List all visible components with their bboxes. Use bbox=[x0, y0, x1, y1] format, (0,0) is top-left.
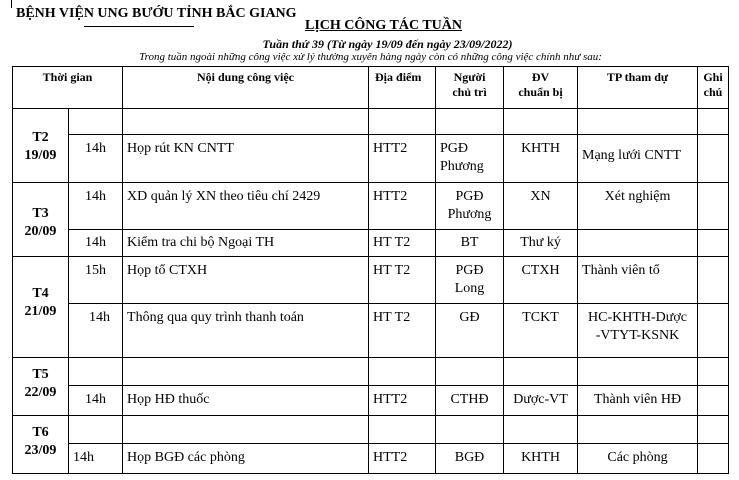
row-attendees: Thành viên HĐ bbox=[578, 386, 698, 416]
table-row-spacer bbox=[13, 109, 729, 135]
row-time: 14h bbox=[69, 444, 123, 474]
organization-name: BỆNH VIỆN UNG BƯỚU TỈNH BẮC GIANG bbox=[16, 6, 297, 21]
col-header-content: Nội dung công việc bbox=[123, 67, 369, 109]
table-row bbox=[13, 230, 729, 257]
row-host bbox=[436, 183, 504, 230]
row-prep: Dược-VT bbox=[504, 386, 578, 416]
day-cell-t3 bbox=[13, 183, 69, 257]
row-note bbox=[698, 257, 729, 304]
table-row bbox=[13, 257, 729, 304]
row-note bbox=[698, 183, 729, 230]
col-header-prep-line1: ĐV bbox=[531, 70, 550, 84]
col-header-host bbox=[436, 67, 504, 109]
table-row bbox=[13, 183, 729, 230]
intro-note-text: Trong tuần ngoài những công việc xử lý thường xuyên hàng ngày còn có những công việc chính như sau: bbox=[139, 51, 602, 63]
day-date: 21/09 bbox=[24, 304, 57, 319]
row-attendees: Các phòng bbox=[578, 444, 698, 474]
row-content: Họp BGĐ các phòng bbox=[123, 444, 369, 474]
row-note bbox=[698, 135, 729, 183]
row-attendees-line2: -VTYT-KSNK bbox=[595, 328, 680, 343]
row-note bbox=[698, 230, 729, 257]
row-content: XD quản lý XN theo tiêu chí 2429 bbox=[123, 183, 369, 230]
row-attendees bbox=[578, 304, 698, 358]
row-host bbox=[436, 135, 504, 183]
row-time: 14h bbox=[69, 183, 123, 230]
row-location: HTT2 bbox=[369, 386, 436, 416]
row-host-line1: PGĐ bbox=[440, 141, 469, 156]
col-header-note bbox=[698, 67, 729, 109]
col-header-location: Địa điểm bbox=[369, 67, 436, 109]
day-cell-t6 bbox=[13, 416, 69, 474]
table-row bbox=[13, 386, 729, 416]
row-prep: XN bbox=[504, 183, 578, 230]
row-attendees-line1: HC-KHTH-Dược bbox=[588, 310, 687, 325]
table-row bbox=[13, 135, 729, 183]
row-note bbox=[698, 444, 729, 474]
row-location: HT T2 bbox=[369, 230, 436, 257]
row-content: Kiểm tra chi bộ Ngoại TH bbox=[123, 230, 369, 257]
row-prep: CTXH bbox=[504, 257, 578, 304]
schedule-table bbox=[12, 66, 729, 474]
table-row-spacer bbox=[13, 358, 729, 386]
day-label: T5 bbox=[32, 367, 49, 382]
row-host-line2: Long bbox=[454, 281, 485, 296]
day-cell-t5 bbox=[13, 358, 69, 416]
row-location: HTT2 bbox=[369, 135, 436, 183]
row-attendees bbox=[578, 230, 698, 257]
day-date: 20/09 bbox=[24, 224, 57, 239]
day-date: 19/09 bbox=[24, 148, 57, 163]
col-header-prep bbox=[504, 67, 578, 109]
document-title-text: LỊCH CÔNG TÁC TUẦN bbox=[304, 18, 462, 33]
row-host: BGĐ bbox=[436, 444, 504, 474]
table-header-row bbox=[13, 67, 729, 109]
row-host-line2: Phương bbox=[440, 159, 484, 174]
row-prep: KHTH bbox=[504, 444, 578, 474]
row-host: GĐ bbox=[436, 304, 504, 358]
row-prep: Thư ký bbox=[504, 230, 578, 257]
col-header-note-line2: chú bbox=[703, 85, 723, 99]
row-time: 14h bbox=[69, 386, 123, 416]
row-prep: KHTH bbox=[504, 135, 578, 183]
day-label: T3 bbox=[32, 206, 49, 221]
day-date: 23/09 bbox=[24, 443, 57, 458]
row-prep: TCKT bbox=[504, 304, 578, 358]
row-time: 14h bbox=[69, 230, 123, 257]
day-label: T6 bbox=[32, 425, 49, 440]
row-location: HT T2 bbox=[369, 304, 436, 358]
row-host: BT bbox=[436, 230, 504, 257]
row-attendees: Xét nghiệm bbox=[578, 183, 698, 230]
row-note bbox=[698, 386, 729, 416]
col-header-host-line1: Người bbox=[453, 70, 486, 84]
row-location: HTT2 bbox=[369, 444, 436, 474]
day-cell-t4 bbox=[13, 257, 69, 358]
row-location: HTT2 bbox=[369, 183, 436, 230]
col-header-host-line2: chủ trì bbox=[452, 85, 487, 99]
week-range-text: Tuần thứ 39 (Từ ngày 19/09 đến ngày 23/09/2022) bbox=[262, 37, 513, 51]
row-content: Thông qua quy trình thanh toán bbox=[123, 304, 369, 358]
table-row bbox=[13, 304, 729, 358]
row-attendees: Thành viên tổ bbox=[578, 257, 698, 304]
document-title bbox=[0, 18, 739, 34]
row-attendees: Mạng lưới CNTT bbox=[578, 135, 698, 183]
day-cell-t2 bbox=[13, 109, 69, 183]
day-label: T4 bbox=[32, 286, 49, 301]
week-range bbox=[0, 37, 739, 52]
row-host-line1: PGĐ bbox=[455, 263, 484, 278]
table-row bbox=[13, 444, 729, 474]
row-host: CTHĐ bbox=[436, 386, 504, 416]
row-host bbox=[436, 257, 504, 304]
row-content: Họp rút KN CNTT bbox=[123, 135, 369, 183]
row-host-line2: Phương bbox=[447, 207, 492, 222]
row-time: 14h bbox=[69, 304, 123, 358]
row-location: HT T2 bbox=[369, 257, 436, 304]
col-header-attendees: TP tham dự bbox=[578, 67, 698, 109]
col-header-note-line1: Ghi bbox=[703, 70, 723, 84]
intro-note bbox=[0, 51, 739, 63]
day-date: 22/09 bbox=[24, 385, 57, 400]
row-note bbox=[698, 304, 729, 358]
row-content: Họp tổ CTXH bbox=[123, 257, 369, 304]
col-header-time: Thời gian bbox=[13, 67, 123, 109]
table-row-spacer bbox=[13, 416, 729, 444]
text-cursor-mark bbox=[11, 0, 12, 8]
day-label: T2 bbox=[32, 130, 49, 145]
row-time: 14h bbox=[69, 135, 123, 183]
col-header-prep-line2: chuẩn bị bbox=[518, 85, 563, 99]
row-host-line1: PGĐ bbox=[455, 189, 484, 204]
row-time: 15h bbox=[69, 257, 123, 304]
row-content: Họp HĐ thuốc bbox=[123, 386, 369, 416]
